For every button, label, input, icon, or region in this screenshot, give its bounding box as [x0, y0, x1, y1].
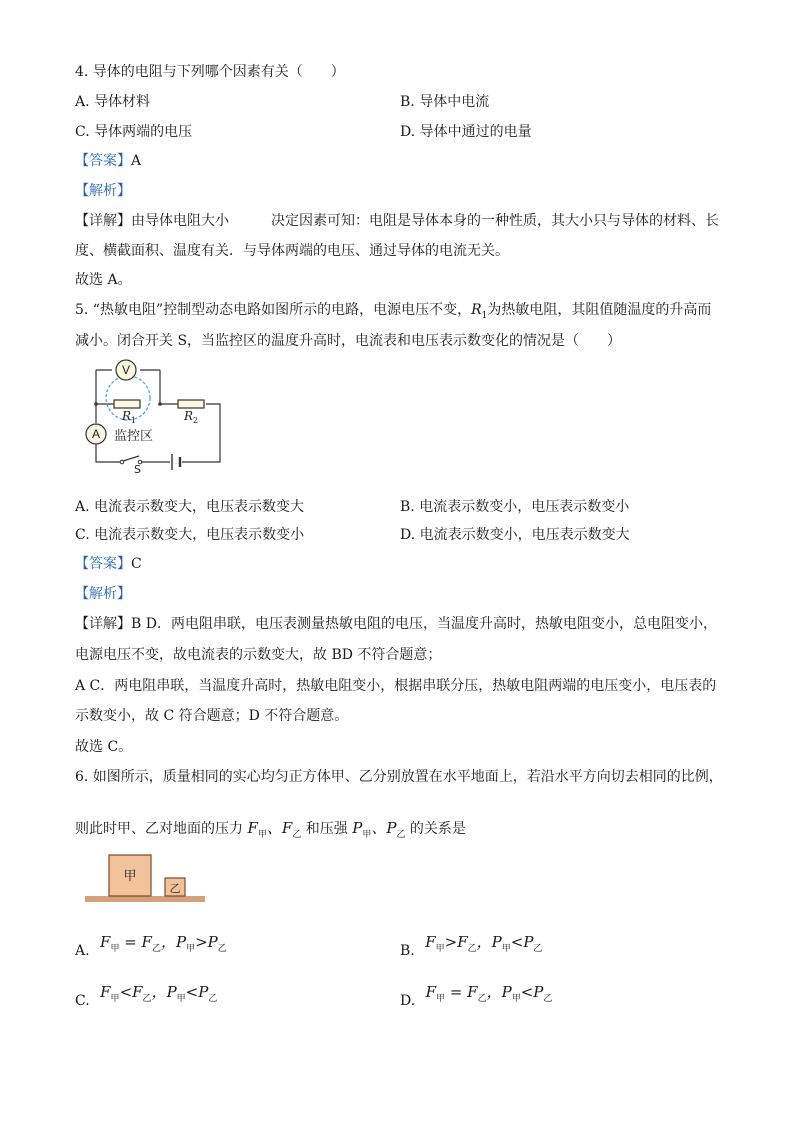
- answer-value: C: [131, 556, 142, 572]
- option-label: A.: [75, 943, 90, 959]
- q6-stem-line-1: 6. 如图所示，质量相同的实心均匀正方体甲、乙分别放置在水平地面上，若沿水平方向切去相同的比例，: [75, 769, 723, 785]
- q6-option-d[interactable]: [400, 982, 552, 1009]
- q5-stem-pre: 5. “热敏电阻”控制型动态电路如图所示的电路，电源电压不变，: [75, 302, 472, 318]
- q5-analysis-tag: [75, 584, 131, 604]
- option-formula: $F_甲>F_乙$，$P_甲<P_乙$: [425, 933, 543, 954]
- option-label: B.: [400, 943, 415, 959]
- q5-stem-r: R: [471, 302, 482, 318]
- q4-stem: 4. 导体的电阻与下列哪个因素有关（ ）: [75, 64, 345, 80]
- q5-stem-post: 为热敏电阻，其阻值随温度的升高而: [487, 302, 712, 318]
- q5-option-b[interactable]: B. 电流表示数变小，电压表示数变小: [400, 499, 630, 515]
- q4-detail-line-1: [75, 211, 719, 231]
- q5-detail-line-3: A C．两电阻串联，当温度升高时，热敏电阻变小，根据串联分压，热敏电阻两端的电压变小，电压表的: [75, 678, 717, 694]
- analysis-tag: 【解析】: [75, 183, 131, 199]
- q5-conclusion: 故选 C。: [75, 739, 133, 755]
- q4-option-d[interactable]: D. 导体中通过的电量: [400, 124, 532, 140]
- q6-stem-pre: 则此时甲、乙对地面的压力: [75, 821, 243, 837]
- option-label: C.: [75, 993, 90, 1009]
- q4-option-c[interactable]: C. 导体两端的电压: [75, 124, 193, 140]
- switch-label: S: [134, 463, 141, 473]
- q6-option-b[interactable]: [400, 932, 542, 959]
- q5-detail-line-2: 电源电压不变，故电流表的示数变大，故 BD 不符合题意；: [75, 647, 442, 663]
- option-label: D.: [400, 993, 416, 1009]
- switch-icon: [123, 456, 139, 461]
- q5-stem-r-sub: 1: [481, 310, 488, 321]
- q6-force-symbols: $F_甲$、$F_乙$: [247, 819, 302, 840]
- detail-tag: 【详解】: [75, 616, 131, 632]
- voltmeter-label: V: [121, 363, 131, 377]
- q6-option-a[interactable]: [75, 932, 227, 959]
- q6-stem-mid: 和压强: [305, 821, 348, 837]
- monitor-zone-label: 监控区: [114, 429, 154, 444]
- q6-option-c[interactable]: [75, 982, 217, 1009]
- q5-detail-line-1: [75, 614, 717, 634]
- q5-option-d[interactable]: D. 电流表示数变小，电压表示数变大: [400, 527, 630, 543]
- detail-tag: 【详解】: [75, 213, 131, 229]
- q5-answer: [75, 554, 142, 574]
- resistor-r1: [114, 400, 140, 408]
- q4-answer: [75, 151, 141, 171]
- answer-tag: 【答案】: [75, 556, 131, 572]
- answer-value: A: [131, 153, 142, 169]
- q6-pressure-symbols: $P_甲$、$P_乙$: [352, 819, 406, 840]
- option-formula: $F_甲<F_乙$，$P_甲<P_乙$: [100, 983, 218, 1004]
- detail-text: B D．两电阻串联，电压表测量热敏电阻的电压，当温度升高时，热敏电阻变小，总电阻变小，: [131, 616, 717, 632]
- resistor-r2: [178, 400, 204, 408]
- blocks-diagram: [80, 852, 220, 902]
- answer-tag: 【答案】: [75, 153, 131, 169]
- ground-surface: [85, 896, 205, 902]
- r2-label: R: [184, 409, 194, 423]
- circuit-diagram: [80, 358, 230, 473]
- r2-sub: 2: [193, 416, 199, 425]
- q5-stem-line-2: 减小。闭合开关 S，当监控区的温度升高时，电流表和电压表示数变化的情况是（ ）: [75, 333, 622, 349]
- option-formula: $F_甲 = F_乙$，$P_甲<P_乙$: [425, 983, 553, 1004]
- q5-stem-line-1: [75, 300, 711, 326]
- q5-option-a[interactable]: A. 电流表示数变大，电压表示数变大: [75, 499, 305, 515]
- q5-option-c[interactable]: C. 电流表示数变大，电压表示数变小: [75, 527, 305, 543]
- q4-option-a[interactable]: A. 导体材料: [75, 94, 151, 110]
- block-yi-label: 乙: [169, 882, 181, 895]
- q4-conclusion: 故选 A。: [75, 272, 132, 288]
- option-formula: $F_甲 = F_乙$，$P_甲>P_乙$: [100, 933, 227, 954]
- r1-label: R: [122, 409, 132, 423]
- q5-detail-line-4: 示数变小，故 C 符合题意；D 不符合题意。: [75, 708, 349, 724]
- detail-text: 由导体电阻大小 决定因素可知：电阻是导体本身的一种性质，其大小只与导体的材料、长: [131, 213, 719, 229]
- q4-detail-line-2: 度、横截面积、温度有关．与导体两端的电压、通过导体的电流无关。: [75, 243, 509, 259]
- q6-stem-post: 的关系是: [409, 821, 466, 837]
- ammeter-label: A: [91, 427, 101, 441]
- block-jia-label: 甲: [123, 869, 137, 884]
- q4-analysis-tag: [75, 181, 131, 201]
- q4-option-b[interactable]: B. 导体中电流: [400, 94, 490, 110]
- analysis-tag: 【解析】: [75, 586, 131, 602]
- q6-stem-line-2: [75, 818, 466, 845]
- r1-sub: 1: [131, 416, 137, 425]
